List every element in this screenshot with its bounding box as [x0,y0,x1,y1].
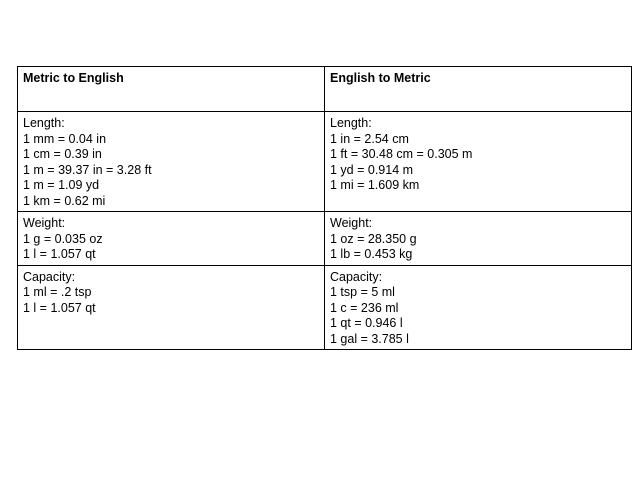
conversion-line: 1 mi = 1.609 km [330,178,420,192]
conversion-line: 1 tsp = 5 ml [330,285,395,299]
cell-english-length [325,112,632,212]
conversion-line: 1 l = 1.057 qt [23,300,96,315]
cell-metric-length [18,112,325,212]
header-row [18,67,632,112]
conversion-line: 1 qt = 0.946 l [330,316,403,330]
conversion-line: 1 c = 236 ml [330,300,399,315]
conversion-line: 1 ft = 30.48 cm = 0.305 m [330,147,473,161]
header-metric-to-english: Metric to English [18,67,325,112]
conversion-line: 1 lb = 0.453 kg [330,247,413,261]
conversion-line: 1 ml = .2 tsp [23,285,92,299]
cell-metric-capacity [18,265,325,350]
cell-metric-weight [18,212,325,266]
conversion-line: 1 km = 0.62 mi [23,193,106,208]
table-row-capacity [18,265,632,350]
conversion-line: 1 m = 1.09 yd [23,178,100,192]
section-label: Capacity: [330,269,383,284]
conversion-line: 1 cm = 0.39 in [23,147,102,161]
table-row-weight [18,212,632,266]
section-label: Weight: [330,216,373,230]
conversion-line: 1 in = 2.54 cm [330,131,409,146]
conversion-table [17,66,632,350]
conversion-line: 1 oz = 28.350 g [330,231,417,246]
conversion-line: 1 l = 1.057 qt [23,247,96,261]
section-label: Capacity: [23,269,76,284]
cell-english-capacity [325,265,632,350]
header-english-to-metric: English to Metric [325,67,632,112]
conversion-line: 1 m = 39.37 in = 3.28 ft [23,162,152,177]
table-row-length [18,112,632,212]
section-label: Weight: [23,216,66,230]
conversion-line: 1 g = 0.035 oz [23,231,103,246]
conversion-line: 1 mm = 0.04 in [23,131,107,146]
section-label: Length: [330,116,372,130]
cell-english-weight [325,212,632,266]
conversion-line: 1 yd = 0.914 m [330,162,414,177]
section-label: Length: [23,116,65,130]
conversion-line: 1 gal = 3.785 l [330,331,409,346]
